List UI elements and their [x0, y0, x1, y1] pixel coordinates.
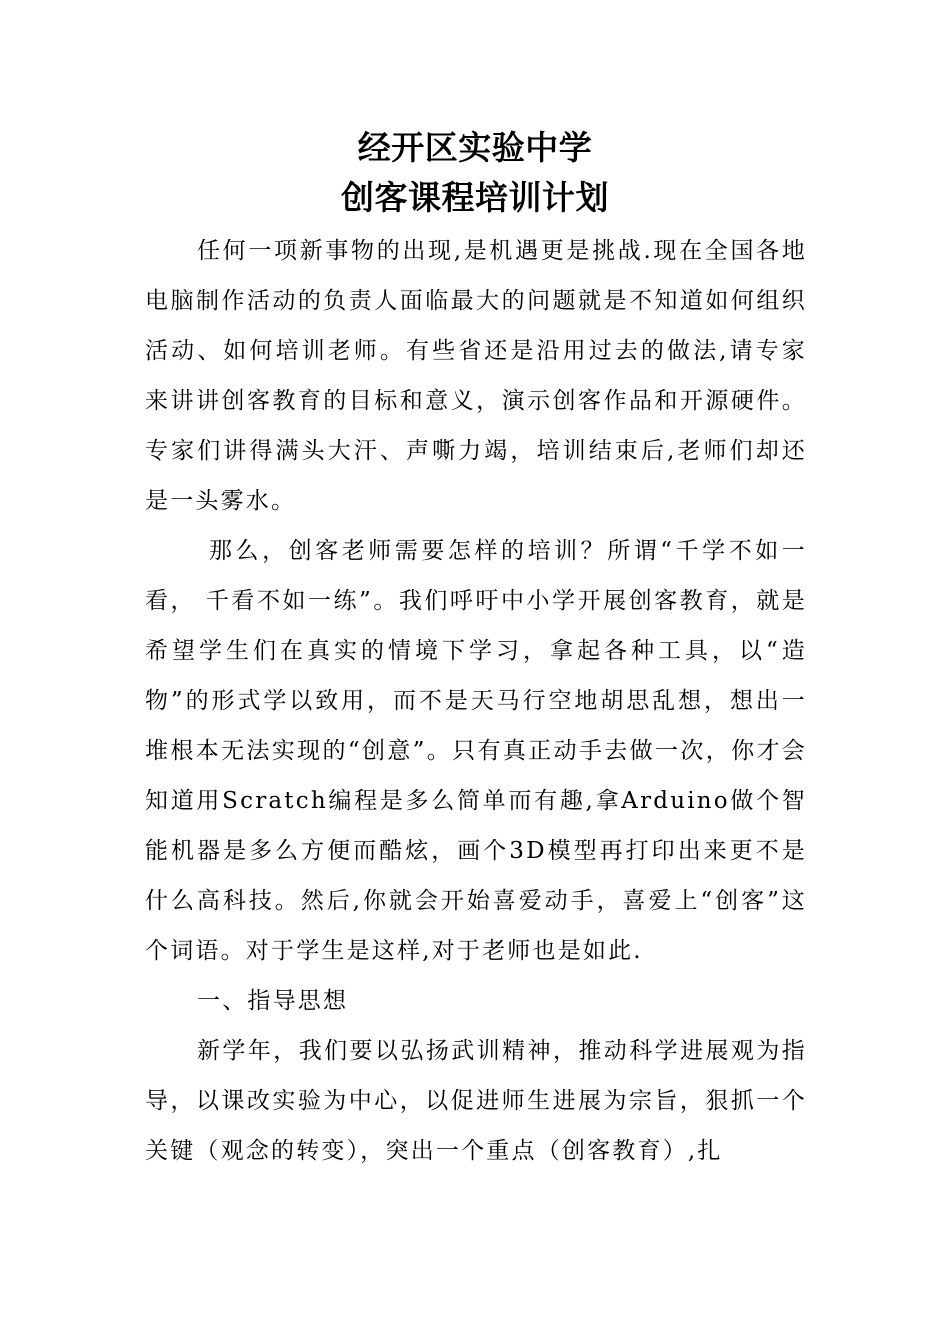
section-heading-guiding-thought: 一、指导思想 [197, 988, 349, 1014]
title-line-plan: 创客课程培训计划 [341, 178, 609, 217]
document-title [0, 123, 950, 223]
document-body [145, 226, 807, 1176]
paragraph-intro: 任何一项新事物的出现,是机遇更是挑战.现在全国各地电脑制作活动的负责人面临最大的问题就是不知道如何组织活动、如何培训老师。有些省还是沿用过去的做法,请专家来讲讲创客教育的目标和意义，演示创客作品和开源硬件。专家们讲得满头大汗、声嘶力竭，培训结束后,老师们却还是一头雾水。 [145, 238, 807, 514]
paragraph-guiding-thought: 新学年，我们要以弘扬武训精神，推动科学进展观为指导，以课改实验为中心，以促进师生进展为宗旨，狠抓一个关键（观念的转变），突出一个重点（创客教育）,扎 [145, 1038, 807, 1164]
title-line-school: 经开区实验中学 [357, 128, 593, 167]
paragraph-training: 那么，创客老师需要怎样的培训？所谓“千学不如一看， 千看不如一练”。我们呼吁中小学开展创客教育，就是希望学生们在真实的情境下学习，拿起各种工具，以“造物”的形式学以致用，而不是天马行空地胡思乱想，想出一堆根本无法实现的“创意”。只有真正动手去做一次，你才会知道用Scratch编程是多么简单而有趣,拿Arduino做个智能机器是多么方便而酷炫，画个3D模型再打印出来更不是什么高科技。然后,你就会开始喜爱动手，喜爱上“创客”这个词语。对于学生是这样,对于老师也是如此. [145, 538, 807, 964]
